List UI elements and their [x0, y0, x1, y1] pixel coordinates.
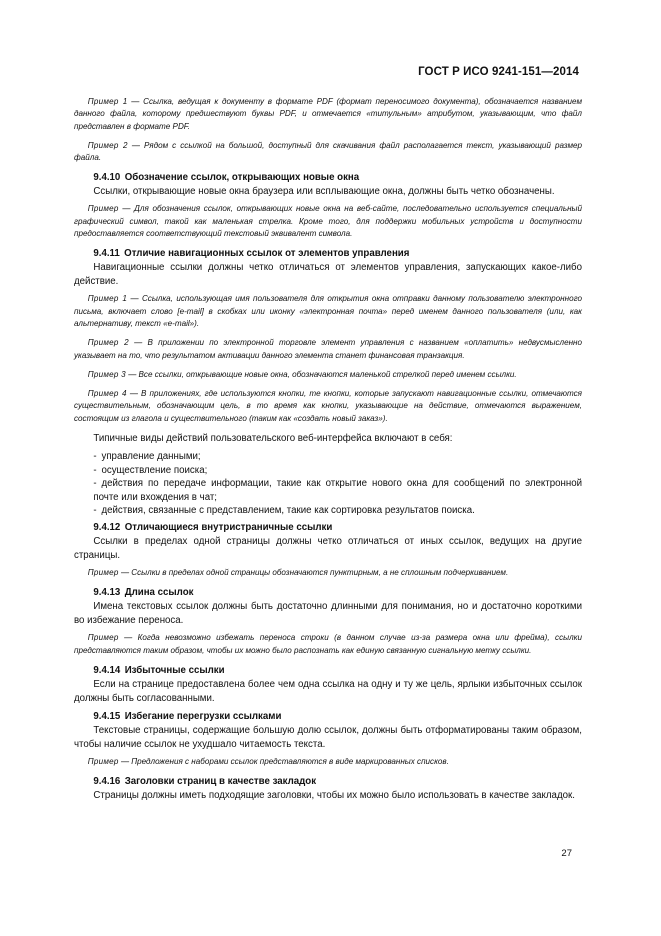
- list-item-text: осуществление поиска;: [101, 464, 208, 476]
- body-paragraph: Имена текстовых ссылок должны быть достаточно длинными для понимания, но и достаточно короткими во избежание переноса.: [74, 601, 582, 627]
- section-number: 9.4.15: [93, 710, 121, 722]
- section-heading: [74, 664, 582, 677]
- section-number: 9.4.11: [93, 248, 120, 260]
- page-content: [74, 96, 582, 807]
- list-item: [74, 504, 582, 518]
- body-paragraph: Текстовые страницы, содержащие большую долю ссылок, должны быть отформатированы таким образом, чтобы наличие ссылок не ухудшало читаемость текста.: [74, 724, 582, 750]
- example-note: [74, 567, 582, 579]
- example-text: — Ссылка, использующая имя пользователя для открытия окна отправки данному пользователю электронного письма, включает слово [e-mail] в скобках или иконку «электронная почта» перед именем данного пользователя (или, как альтернативу, текст «e-mail»).: [74, 294, 582, 328]
- dash-marker: -: [93, 505, 97, 517]
- example-note: [74, 337, 582, 362]
- section-heading: [74, 586, 582, 599]
- example-note: [74, 388, 582, 425]
- example-note: [74, 632, 582, 657]
- body-paragraph: Типичные виды действий пользовательского веб-интерфейса включают в себя:: [93, 433, 453, 445]
- example-text: — Все ссылки, открывающие новые окна, обозначаются маленькой стрелкой перед именем ссылки.: [128, 369, 517, 379]
- example-note: [74, 369, 582, 381]
- body-paragraph: Страницы должны иметь подходящие заголовки, чтобы их можно было использовать в качестве закладок.: [93, 790, 575, 802]
- example-text: — Ссылки в пределах одной страницы обозначаются пунктирным, а не сплошным подчеркиванием.: [120, 568, 509, 578]
- body-paragraph: Ссылки в пределах одной страницы должны четко отличаться от иных ссылок, ведущих на другие страницы.: [74, 536, 582, 562]
- example-text: — Предложения с наборами ссылок представляются в виде маркированных списков.: [120, 756, 449, 766]
- example-text: — Ссылка, ведущая к документу в формате PDF (формат переносимого документа), обозначается названием данного файла, которому предшествуют буквы PDF, и отмечается «титульным» атрибутом, указывающим, что файл представлен в формате PDF.: [74, 97, 583, 131]
- section-heading: [74, 247, 582, 260]
- section-number: 9.4.13: [93, 587, 121, 599]
- dash-marker: -: [93, 478, 97, 490]
- example-text: — В приложении по электронной торговле элемент управления с названием «оплатить» недвусмысленно указывает на то, что результатом активации данного элемента станет финансовая транзакция.: [74, 338, 582, 360]
- section-title: Избыточные ссылки: [124, 664, 225, 676]
- section-number: 9.4.14: [93, 664, 121, 676]
- bullet-list: [74, 450, 582, 518]
- list-item: [74, 450, 582, 464]
- page-number: 27: [561, 848, 572, 859]
- example-note: [74, 203, 582, 240]
- example-label: Пример 2: [87, 140, 128, 150]
- section-title: Обозначение ссылок, открывающих новые окна: [124, 172, 360, 184]
- example-label: Пример: [87, 756, 119, 766]
- body-paragraph: Навигационные ссылки должны четко отличаться от элементов управления, запускающих какое-либо действие.: [74, 262, 582, 288]
- section-heading: [74, 521, 582, 534]
- example-note: [74, 293, 582, 330]
- section-number: 9.4.10: [93, 172, 121, 184]
- example-text: — Рядом с ссылкой на большой, доступный для скачивания файл располагается текст, указывающий размер файла.: [74, 140, 583, 163]
- example-label: Пример 3: [87, 369, 126, 379]
- example-label: Пример 2: [87, 338, 129, 348]
- list-item-text: управление данными;: [101, 451, 201, 463]
- section-title: Отличающиеся внутристраничные ссылки: [124, 522, 333, 534]
- example-note: [74, 756, 582, 768]
- section-number: 9.4.16: [93, 776, 121, 788]
- list-item-text: действия, связанные с представлением, такие как сортировка результатов поиска.: [101, 505, 475, 517]
- example-label: Пример 1: [87, 97, 128, 106]
- dash-marker: -: [93, 464, 97, 476]
- example-label: Пример: [87, 204, 119, 214]
- section-title: Длина ссылок: [124, 587, 194, 599]
- list-item: [74, 464, 582, 478]
- body-paragraph: Если на странице предоставлена более чем одна ссылка на одну и ту же цель, ярлыки избыточных ссылок должны быть согласованными.: [74, 678, 582, 704]
- example-label: Пример 4: [87, 389, 127, 399]
- document-header: ГОСТ Р ИСО 9241-151—2014: [418, 66, 579, 78]
- example-label: Пример: [87, 633, 119, 643]
- section-title: Заголовки страниц в качестве закладок: [124, 776, 317, 788]
- section-heading: [74, 710, 582, 723]
- section-title: Отличие навигационных ссылок от элементов управления: [124, 248, 410, 260]
- list-item: [74, 477, 582, 504]
- example-text: — Когда невозможно избежать переноса строки (в данном случае из-за размера окна или фрейма), ссылки представляются таким образом, чтобы их можно было распознать как единую связанную сигнальную метку ссылки.: [74, 633, 582, 655]
- body-paragraph: Ссылки, открывающие новые окна браузера или всплывающие окна, должны быть четко обозначены.: [93, 186, 555, 198]
- example-label: Пример: [87, 568, 119, 578]
- section-number: 9.4.12: [93, 522, 121, 534]
- list-item-text: действия по передаче информации, такие как открытие нового окна для сообщений по электронной почте или вхождения в чат;: [93, 478, 582, 503]
- example-label: Пример 1: [87, 294, 128, 304]
- example-note: [74, 140, 582, 165]
- section-title: Избегание перегрузки ссылками: [124, 710, 282, 722]
- example-text: — Для обозначения ссылок, открывающих новые окна на веб-сайте, последовательно используется специальный графический символ, такой как маленькая стрелка. Кроме того, для поддержки мобильных устройств и доступности предоставляется соответствующий текстовый эквивалент символа.: [74, 204, 582, 239]
- example-text: — В приложениях, где используются кнопки, те кнопки, которые запускают навигационные ссылки, отмечаются существительным, обозначающим цель, в то время как кнопки, указывающие на действие, отмечаются выражением, состоящим из глагола и существительного (таким как «создать новый заказ»).: [74, 389, 582, 423]
- example-note: [74, 96, 582, 133]
- section-heading: [74, 775, 582, 788]
- section-heading: [74, 171, 582, 184]
- dash-marker: -: [93, 451, 97, 463]
